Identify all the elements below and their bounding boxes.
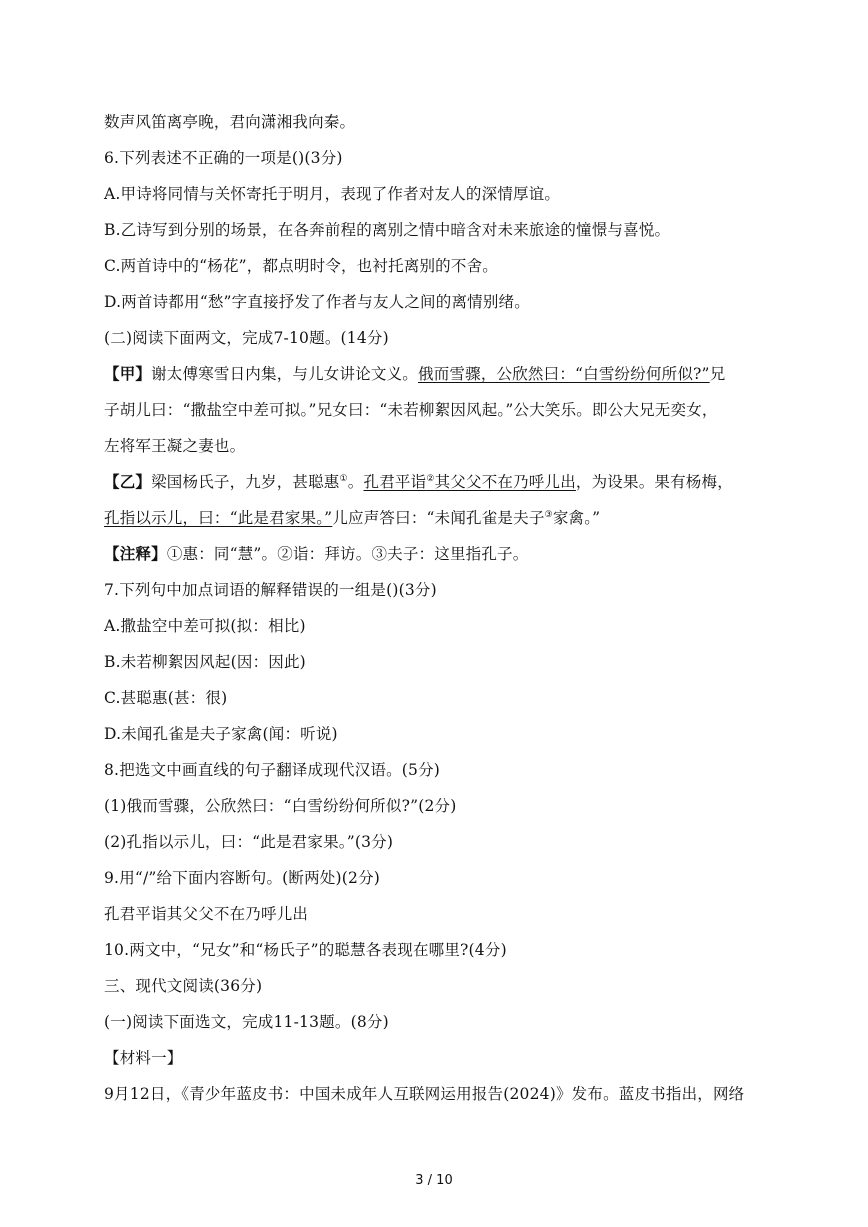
question-6-option-a: A.甲诗将同情与关怀寄托于明月，表现了作者对友人的深情厚谊。	[104, 185, 561, 203]
passage-yi-tag: 【乙】	[104, 472, 152, 491]
question-8-part-1: (1)俄而雪骤，公欣然曰：“白雪纷纷何所似?”(2分)	[104, 797, 457, 815]
poem-line: 数声风笛离亭晚，君向潇湘我向秦。	[104, 113, 356, 131]
material-1-label: 【材料一】	[104, 1049, 183, 1067]
passage-jia-text: 兄	[709, 365, 726, 383]
question-7-option-a: A.撒盐空中差可拟(拟：相比)	[104, 617, 306, 635]
annotation-text: ①惠：同“慧”。②诣：拜访。③夫子：这里指孔子。	[166, 545, 529, 563]
material-1-text: 9月12日，《青少年蓝皮书：中国未成年人互联网运用报告(2024)》发布。蓝皮书指出，网络	[104, 1085, 745, 1103]
question-7-option-c: C.甚聪惠(甚：很)	[104, 689, 228, 707]
footnote-marker-1: ①	[339, 474, 348, 484]
passage-jia-line-1	[104, 363, 764, 385]
question-6-option-d: D.两首诗都用“愁”字直接抒发了作者与友人之间的离情别绪。	[104, 293, 530, 311]
question-6-option-b: B.乙诗写到分别的场景，在各奔前程的离别之情中暗含对未来旅途的憧憬与喜悦。	[104, 221, 671, 239]
passage-yi-line-2	[104, 507, 764, 529]
passage-yi-text: 家禽。”	[552, 509, 601, 527]
passage-jia-text: 谢太傅寒雪日内集，与儿女讲论文义。	[151, 365, 419, 383]
passage-yi-text: 儿应声答曰：“未闻孔雀是夫子	[332, 509, 545, 527]
passage-jia-line-3: 左将军王凝之妻也。	[104, 437, 246, 455]
question-9: 9.用“/”给下面内容断句。(断两处)(2分)	[104, 869, 381, 887]
underlined-sentence-2: 孔指以示儿，曰：“此是君家果。”	[104, 509, 333, 527]
passage-yi-line-1	[104, 471, 764, 493]
underlined-phrase	[364, 473, 576, 491]
question-7-option-b: B.未若柳絮因风起(因：因此)	[104, 653, 306, 671]
section-3-1-heading: (一)阅读下面选文，完成11-13题。(8分)	[104, 1013, 389, 1031]
section-2-heading: (二)阅读下面两文，完成7-10题。(14分)	[104, 329, 389, 347]
question-7-option-d: D.未闻孔雀是夫子家禽(闻：听说)	[104, 725, 338, 743]
section-3-heading: 三、现代文阅读(36分)	[104, 977, 263, 995]
underlined-phrase-part: 孔君平诣	[363, 473, 427, 491]
footnote-marker-3: ③	[544, 510, 553, 520]
underlined-sentence-1: 俄而雪骤，公欣然曰：“白雪纷纷何所似?”	[418, 365, 710, 383]
question-8-part-2: (2)孔指以示儿，曰：“此是君家果。”(3分)	[104, 833, 394, 851]
question-6-option-c: C.两首诗中的“杨花”，都点明时令，也衬托离别的不舍。	[104, 257, 498, 275]
annotation-line	[104, 543, 764, 565]
footnote-marker-2: ②	[426, 474, 435, 484]
passage-yi-text: 。	[347, 473, 364, 491]
question-9-text: 孔君平诣其父父不在乃呼儿出	[104, 905, 309, 923]
passage-jia-line-2: 子胡儿曰：“撒盐空中差可拟。”兄女曰：“未若柳絮因风起。”公大笑乐。即公大兄无奕女，	[104, 401, 718, 419]
passage-jia-tag: 【甲】	[104, 364, 152, 383]
passage-yi-text: ，为设果。果有杨梅，	[575, 473, 733, 491]
question-6: 6.下列表述不正确的一项是()(3分)	[104, 149, 343, 167]
question-8: 8.把选文中画直线的句子翻译成现代汉语。(5分)	[104, 761, 441, 779]
underlined-phrase-part: 其父父不在乃呼儿出	[434, 473, 576, 491]
question-7: 7.下列句中加点词语的解释错误的一组是()(3分)	[104, 581, 437, 599]
annotation-tag: 【注释】	[104, 544, 167, 563]
question-10: 10.两文中，“兄女”和“杨氏子”的聪慧各表现在哪里?(4分)	[104, 941, 507, 959]
passage-yi-text: 梁国杨氏子，九岁，甚聪惠	[151, 473, 340, 491]
page-number: 3 / 10	[415, 1173, 453, 1188]
